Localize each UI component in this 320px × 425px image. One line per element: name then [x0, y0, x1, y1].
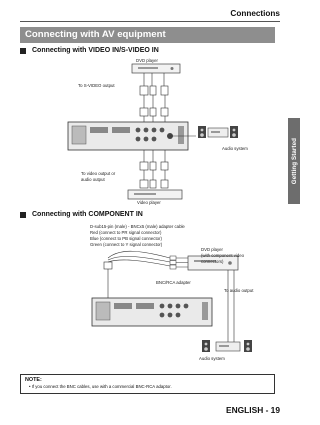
- component-dvd-label-1: DVD player: [201, 247, 223, 252]
- side-tab-label: Getting Started: [290, 137, 298, 185]
- cable-description-line-1: D-sub15-pin (male) - BNCx5 (male) adapter cable: [90, 224, 185, 229]
- section-banner: Connecting with AV equipment: [20, 27, 275, 43]
- bullet-square-icon: [20, 48, 26, 54]
- page-number: ENGLISH - 19: [226, 405, 280, 415]
- component-audio-system-label: Audio system: [199, 356, 225, 361]
- header-divider: [20, 21, 280, 22]
- component-connection-diagram: [20, 248, 260, 370]
- bnc-rca-adapter-icon: [170, 256, 176, 269]
- cable-description-line-4: Green (connect to Y signal connector): [90, 242, 163, 247]
- component-section-heading: [20, 211, 143, 218]
- dsub-plug-icon: [104, 262, 112, 269]
- cable-description-line-2: Red (connect to PR signal connector): [90, 230, 162, 235]
- dvd-player-label: DVD player: [136, 58, 158, 63]
- projector-panel-icon: [92, 298, 212, 326]
- audio-output-label: To audio output: [224, 288, 254, 293]
- bnc-rca-adapter-label: BNC/RCA adapter: [156, 280, 191, 285]
- bullet-square-icon: [20, 212, 26, 218]
- video-audio-output-label-2: audio output: [81, 177, 105, 182]
- plug-icon: [140, 180, 168, 188]
- amplifier-icon: [208, 128, 228, 137]
- video-section-heading-text: Connecting with VIDEO IN/S-VIDEO IN: [32, 47, 159, 54]
- speaker-icon: [198, 126, 206, 138]
- cable-description-line-3: Blue (connect to PB signal connector): [90, 236, 162, 241]
- plug-pair-icon: [140, 86, 168, 95]
- amplifier-icon: [216, 342, 240, 351]
- speaker-icon: [202, 340, 210, 352]
- audio-system-label: Audio system: [222, 146, 248, 151]
- component-dvd-label-3: connectors): [201, 259, 224, 264]
- component-section-heading-text: Connecting with COMPONENT IN: [32, 211, 143, 218]
- note-item: • If you connect the BNC cables, use with a commercial BNC-RCA adaptor.: [29, 384, 172, 389]
- page-header-title: Connections: [230, 9, 280, 18]
- plug-icon: [140, 162, 168, 170]
- note-box: [20, 374, 275, 394]
- video-connection-diagram: [20, 56, 260, 206]
- component-dvd-label-2: (with component video: [201, 253, 244, 258]
- plug-icon: [140, 108, 168, 116]
- speaker-icon: [230, 126, 238, 138]
- video-player-icon: [128, 190, 182, 199]
- speaker-icon: [244, 340, 252, 352]
- video-section-heading: [20, 47, 159, 54]
- note-title: NOTE:: [25, 377, 42, 383]
- video-audio-output-label-1: To video output or: [81, 171, 116, 176]
- dvd-player-icon: [132, 64, 180, 73]
- video-player-label: Video player: [137, 200, 161, 205]
- svideo-output-label: To S-VIDEO output: [78, 83, 115, 88]
- side-tab: [288, 118, 300, 204]
